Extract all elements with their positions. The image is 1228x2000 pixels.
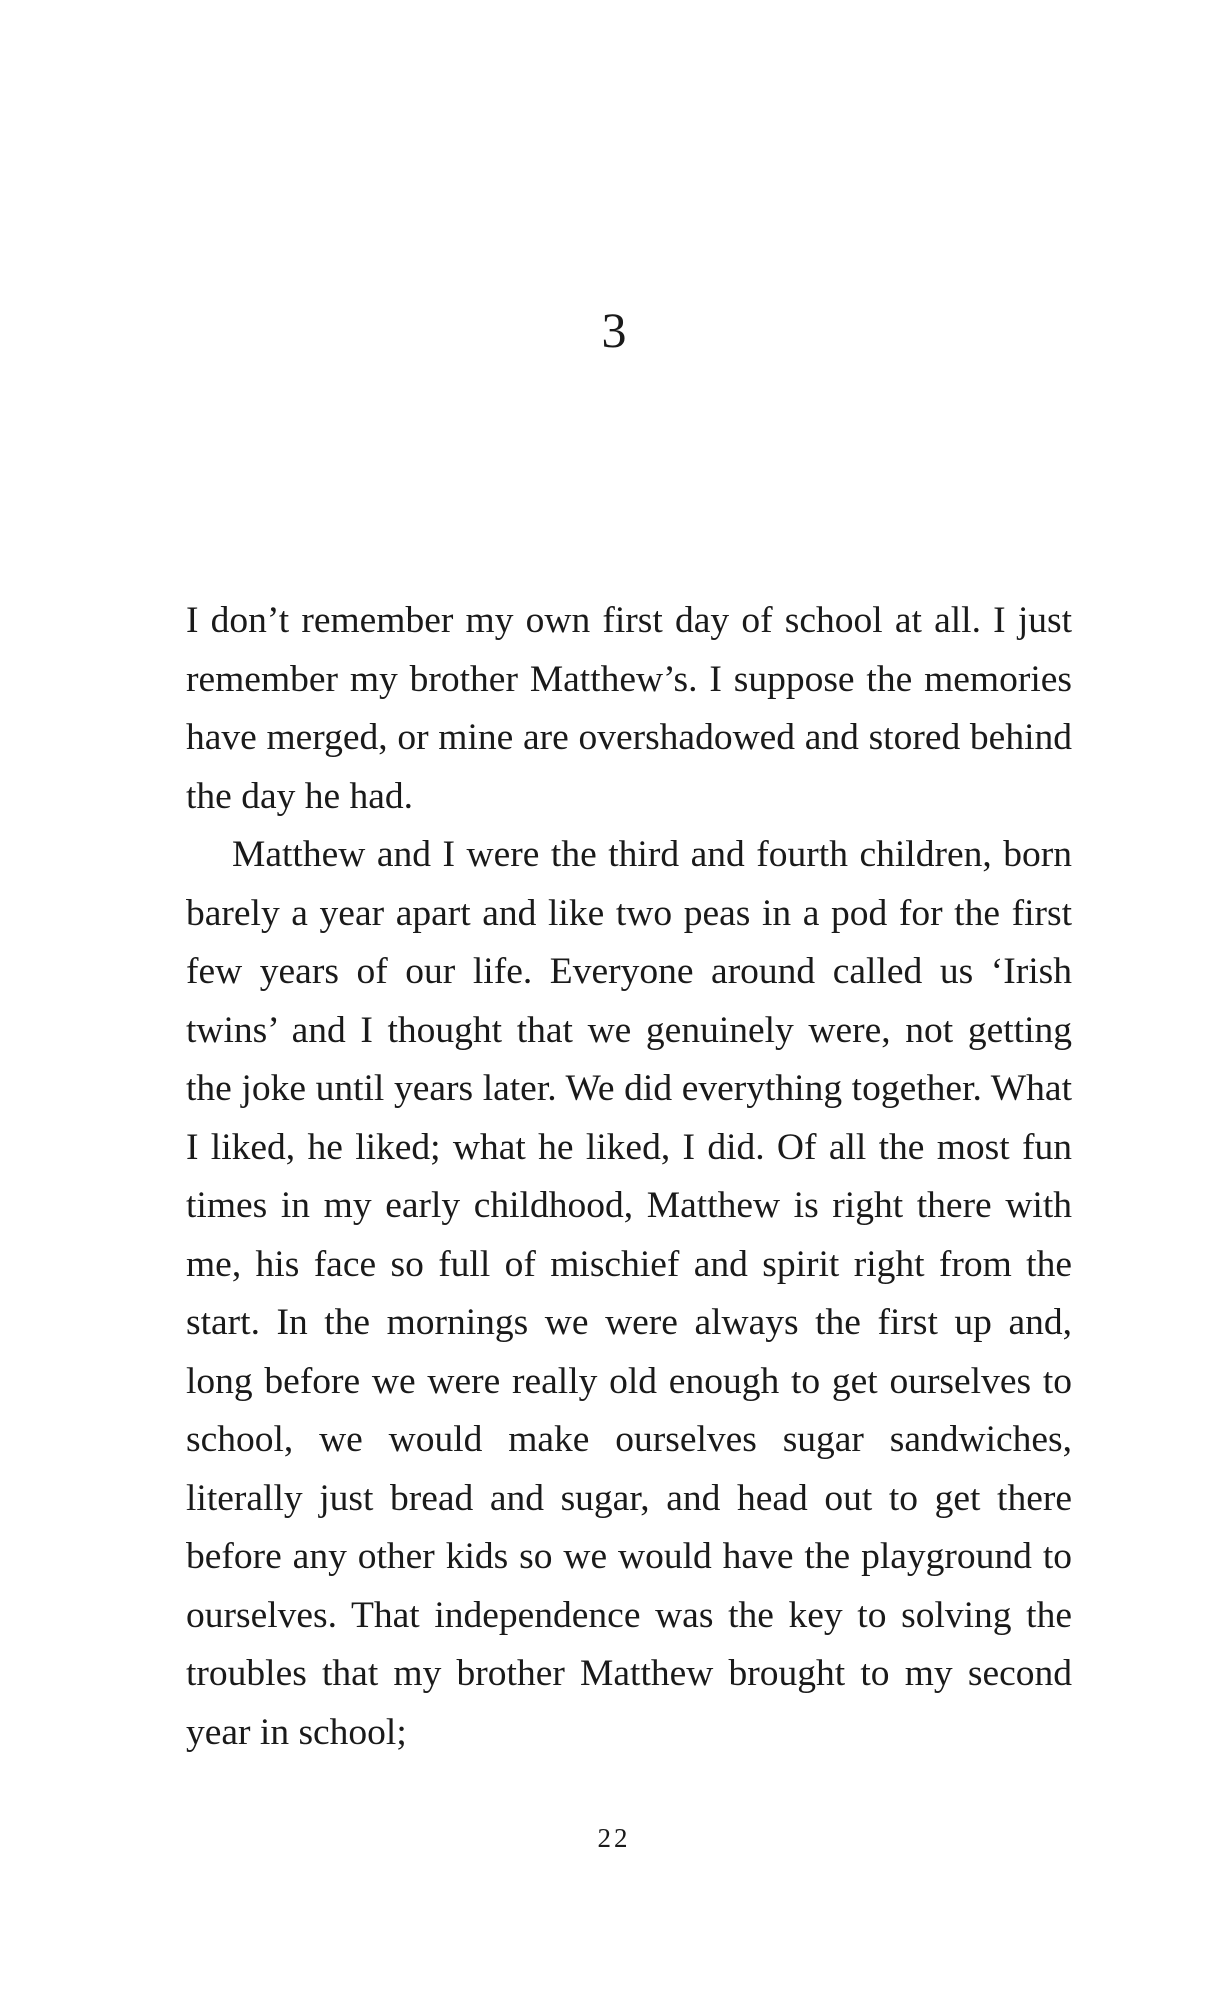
paragraph-2: Matthew and I were the third and fourth children, born barely a year apart and like two peas in a pod for the first few years of our life. Everyone around called us ‘Irish twins’ and I thought that we genuinely were, not getting the joke until years later. We did everything together. What I liked, he liked; what he liked, I did. Of all the most fun times in my early childhood, Matthew is right there with me, his face so full of mischief and spirit right from the start. In the mornings we were always the first up and, long before we were really old enough to get ourselves to school, we would make ourselves sugar sandwiches, literally just bread and sugar, and head out to get there before any other kids so we would have the playground to ourselves. That independence was the key to solving the troubles that my brother Matthew brought to my second year in school; bbox=[186, 834, 1072, 1753]
chapter-number: 3 bbox=[601, 302, 627, 358]
page-number: 22 bbox=[597, 1823, 631, 1853]
body-text bbox=[186, 592, 1072, 1762]
paragraph-1: I don’t remember my own first day of school at all. I just remember my brother Matthew’s. I suppose the memories have merged, or mine are overshadowed and stored behind the day he had. bbox=[186, 600, 1072, 817]
